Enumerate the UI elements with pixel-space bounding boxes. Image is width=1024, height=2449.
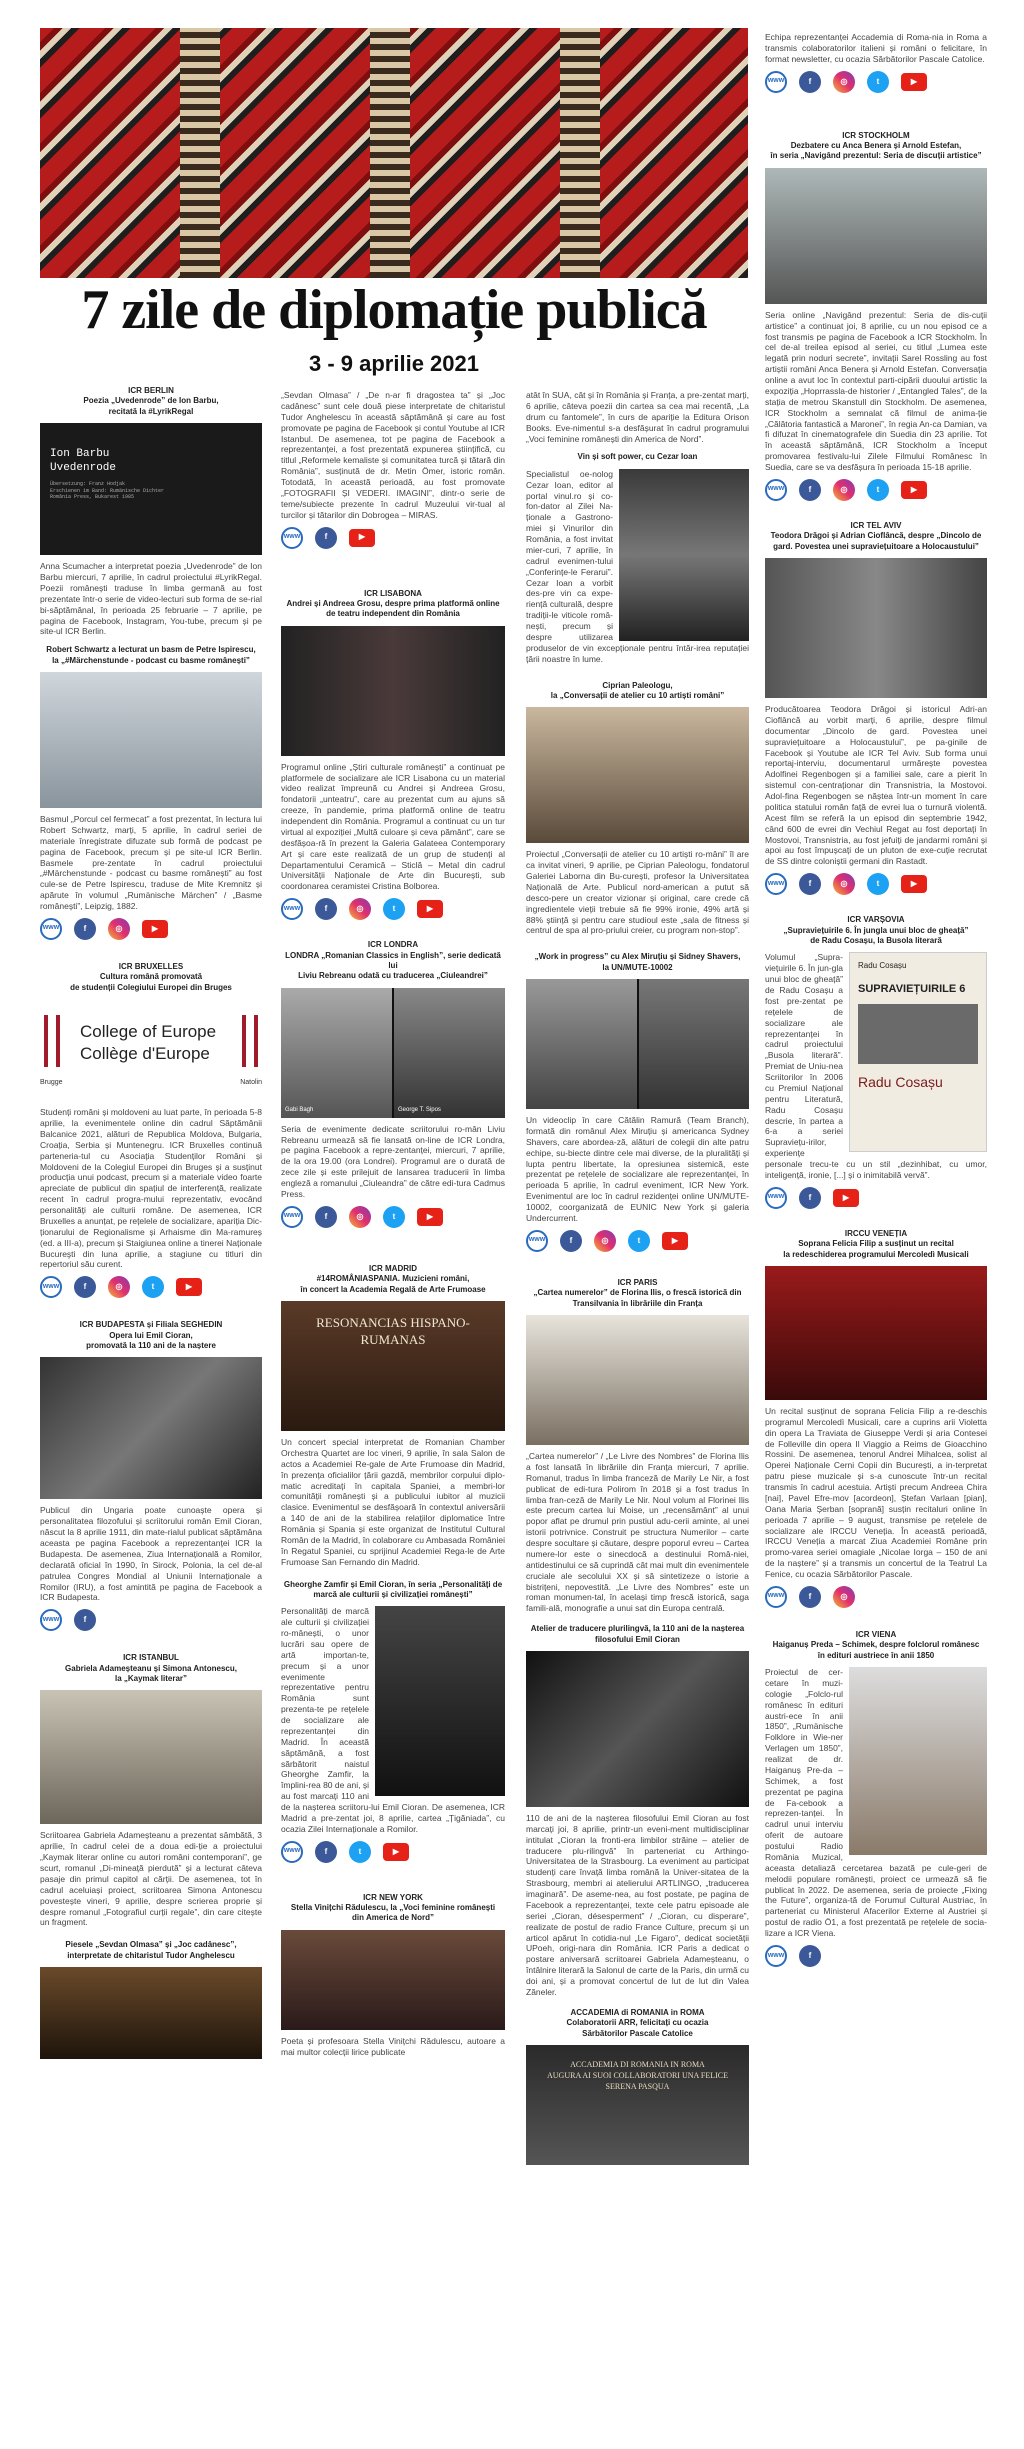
facebook-icon[interactable]: f (799, 1945, 821, 1967)
social-links (40, 918, 262, 940)
logo-emblem (242, 1015, 258, 1067)
preda-photo (849, 1667, 987, 1855)
twitter-icon[interactable]: t (867, 71, 889, 93)
youtube-icon[interactable]: ▶ (901, 875, 927, 893)
twitter-icon[interactable]: t (867, 479, 889, 501)
facebook-icon[interactable]: f (74, 918, 96, 940)
twitter-icon[interactable]: t (383, 1206, 405, 1228)
youtube-icon[interactable]: ▶ (662, 1232, 688, 1250)
instagram-icon[interactable]: ◎ (833, 479, 855, 501)
ilis-photo (526, 1315, 749, 1445)
www-icon[interactable]: www (765, 1586, 787, 1608)
facebook-icon[interactable]: f (799, 479, 821, 501)
instagram-icon[interactable]: ◎ (349, 898, 371, 920)
zamfir-photo (375, 1606, 505, 1796)
section-heading: ICR BERLIN Poezia „Uvedenrode” de Ion Barbu, recitată la #LyrikRegal (83, 386, 219, 416)
londra-video: Gabi Bagh George T. Sipos (281, 988, 505, 1118)
youtube-icon[interactable]: ▶ (901, 73, 927, 91)
twitter-icon[interactable]: t (349, 1841, 371, 1863)
guitarist-photo (40, 1967, 262, 2059)
logo-emblem (44, 1015, 60, 1067)
book-cover: Radu Cosașu SUPRAVIEȚUIRILE 6 Radu Cosașu (849, 952, 987, 1152)
instagram-icon[interactable]: ◎ (108, 1276, 130, 1298)
twitter-icon[interactable]: t (628, 1230, 650, 1252)
cioran-portrait (526, 1651, 749, 1807)
facebook-icon[interactable]: f (315, 1841, 337, 1863)
page-title: 7 zile de diplomație publică (81, 279, 707, 341)
banner-motif (560, 28, 600, 278)
istanbul-photo (40, 1690, 262, 1824)
youtube-icon[interactable]: ▶ (417, 1208, 443, 1226)
facebook-icon[interactable]: f (799, 71, 821, 93)
www-icon[interactable]: www (281, 1841, 303, 1863)
instagram-icon[interactable]: ◎ (833, 873, 855, 895)
berlin-image: Ion Barbu Uvedenrode Übersetzung: Franz Hodjak Erschienen im Band: Rumänische Dichter România Press, Bukarest 1985 (40, 423, 262, 555)
ny-photo (281, 1930, 505, 2030)
youtube-icon[interactable]: ▶ (901, 481, 927, 499)
banner-motif (180, 28, 220, 278)
www-icon[interactable]: www (40, 918, 62, 940)
www-icon[interactable]: www (765, 1187, 787, 1209)
column-4: Echipa reprezentanței Accademia di Roma-nia in Roma a transmis colaboratorilor italieni și români o felicitare, în format newsletter, cu ocazia Sărbătorilor Pascale Catolice. www f ◎ t ▶ ICR STOCKHOLM Dezbatere cu Anca Benera și Arnold Estefan, în seria „Navigând prezentul: Seria de discuții artistice” Seria online „Navigând prezentul: Seria de dis-cuții artistice” a continuat joi, 8 aprilie, cu un nou episod ce a fost transmis pe pagina de Facebook a ICR Stockholm. În cel de-al treilea episod al seriei, cu titlul „Lumea este legată prin noduri secrete”, invitații Sarel Rossling au fost artiștii români Anca Benera și Arnold Estefan. Conversația online a avut loc în contextul parti-cipării duoului artistic la expoziția „Hoprrassla-de historier / „Entangled Tales”, de la stația de metrou Skanstull din Stockholm. De asemenea, ICR Stockholm a semnalat că filmul de anima-ție „Călătoria fantastică a Maronei”, în regia An-ca Damian, va fi difuzat în cinematografele din Suedia din 23 aprilie. Tot în această săptămână, ICR Stockholm a început promovarea festivalu-lui Zilele Filmului Românesc în Suedia, care se va desfășura în perioada 15-18 aprilie. www f ◎ t ▶ ICR TEL AVIV Teodora Drăgoi și Adrian Cioflâncă, despre „Dincolo de gard. Povestea unei supraviețuitoare a Holocaustului” Producătoarea Teodora Drăgoi și istoricul Adri-an Cioflâncă au vorbit marți, 6 aprilie, despre filmul documentar „Dincolo de gard. Povestea unei supraviețuitoare a Holocaustului”, pe pa-ginile de Facebook și Youtube ale ICR Tel Aviv. Sub forma unui reportaj-interviu, documentarul urmărește povestea Adolfinei Regenbogen și a familiei sale, care a pierit în sistemul con-centraționar din Transnistria, la Mostovoi. Adol-fina Regenbogen se năștea într-un moment în care politica statului român față de evrei lua o turnură violentă. Acest film se referă la un episod din septembrie 1942, când 600 de evrei din Vechiul Regat au fost deportați în Mostovoi, Transnistria, au fost jefuiți de jandarmi români și apoi au fost împușcați de un pluton de exe-cuție recrutat de SS dintre coloniștii germani din Rastadt. www f ◎ t ▶ ICR VARȘOVIA „Supraviețuirile 6. În jungla unui bloc de gheață” de Radu Cosașu, la Busola literară Radu Cosașu SUPRAVIEȚUIRILE 6 Radu Cosașu Volumul „Supra-viețuirile 6. În jun-gla unui bloc de gheață” de Radu Cosașu a fost pre-zentat pe rețelele de socializare ale reprezentanței în cadrul proiectului „Busola literară”. Premiat de Uniu-nea Scriitorilor în 2006 cu Premiul Național pentru Literatură, Radu Cosașu descrie, în partea a 6-a a seriei Supraviețu-irilor, experiențe personale trecu-te cu un stil „dezinhibat, cu umor, inteligență, ironie, [...] și o inimitabilă vervă”. www f ▶ IRCCU VENEȚIA Soprana Felicia Filip a susținut un recital la redeschiderea programului Mercoledì Musicali Un recital susținut de soprana Felicia Filip a re-deschis programul Mercoledì Musicali, care a cuprins arii Violetta din opera La Traviata de Giuseppe Verdi și aria Contesei de Folleville din opera Il Viaggio a Reims de Gioacchino Rossini. De asemenea, tenorul Andrei Mihalcea, solist al Operei Naționale Cerni Copii din București, a in-terpretat patru piese muzicale și s-a cunoscute într-un recital transmis în cadrul acestuia. Artiști precum Andreea Chira [nai], Pavel Efre-mov [acordeon], Ștefan Varlaan [pian], Oana Maria Șerban [soprană] susțin recitaluri online în perioada 7 aprilie – 9 august, transmise pe rețelele de socializare ale IRCCU Veneția. În această perioadă, IRCCU Veneția a marcat Ziua Academiei Române prin promo-varea seriei omagiale „Nicolae Iorga – 150 de ani de la naștere” și a transmis un concertul de la Teatrul La Fenice, cu ocazia Sărbătorilor Pascale. www f ◎ ICR VIENA Haiganuș Preda – Schimek, despre folclorul românesc în edituri austriece în anii 1850 Proiectul de cer-cetare în muzi-cologie „Folclo-rul românesc în edituri austri-ece în anii 1850”, „Rumänische Folklore in Wie-ner Verlagen um 1850”, realizat de dr. Haiganuș Pre-da – Schimek, a fost prezentat pe pagina de Fa-cebook a reprezen-tanței. În cadrul unui interviu oferit de autoare postului Radio România Muzical, aceasta detaliază cercetarea bazată pe cule-geri de melodii populare românești, proiect ce urmează să fie publicat în 2022. De asemenea, seria de proiecte „Fixing the Future”, organiza-tă de Forumul Cultural Austriac, în parteneriat cu Ministerul Afacerilor Externe al Austriei și postul de radio Ö1, a fost prezentată pe rețelele de socia-lizare a ICR Viena. www f (765, 32, 987, 2438)
page-dates: 3 - 9 aprilie 2021 (309, 351, 479, 376)
www-icon[interactable]: www (40, 1609, 62, 1631)
ciprian-photo (526, 707, 749, 843)
roma-card: ACCADEMIA DI ROMANIA IN ROMA AUGURA AI SUOI COLLABORATORI UNA FELICE SERENA PASQUA (526, 2045, 749, 2165)
www-icon[interactable]: www (526, 1230, 548, 1252)
www-icon[interactable]: www (765, 1945, 787, 1967)
instagram-icon[interactable]: ◎ (349, 1206, 371, 1228)
twitter-icon[interactable]: t (867, 873, 889, 895)
madrid-poster: RESONANCIAS HISPANO-RUMANAS (281, 1301, 505, 1431)
twitter-icon[interactable]: t (383, 898, 405, 920)
youtube-icon[interactable]: ▶ (176, 1278, 202, 1296)
www-icon[interactable]: www (765, 873, 787, 895)
facebook-icon[interactable]: f (74, 1276, 96, 1298)
filip-photo (765, 1266, 987, 1400)
schwartz-photo (40, 672, 262, 808)
facebook-icon[interactable]: f (560, 1230, 582, 1252)
www-icon[interactable]: www (40, 1276, 62, 1298)
cioran-photo (40, 1357, 262, 1499)
instagram-icon[interactable]: ◎ (594, 1230, 616, 1252)
www-icon[interactable]: www (765, 479, 787, 501)
banner-motif (370, 28, 410, 278)
www-icon[interactable]: www (765, 71, 787, 93)
header-banner (40, 28, 748, 278)
stockholm-photo (765, 168, 987, 304)
cezar-photo (619, 469, 749, 641)
youtube-icon[interactable]: ▶ (349, 529, 375, 547)
facebook-icon[interactable]: f (799, 1586, 821, 1608)
column-1: ICR BERLIN Poezia „Uvedenrode” de Ion Barbu, recitată la #LyrikRegal Ion Barbu Uvedenrode Übersetzung: Franz Hodjak Erschienen im Band: Rumänische Dichter România Press, Bukarest 1985 Anna Scumacher a interpretat poezia „Uvedenrode” de Ion Barbu miercuri, 7 aprilie, în cadrul proiectului #LyrikRegal. Poezii românești traduse în limba germană au fost prezentate într-o serie de video-lecturi sub forma de se-rial bi-săptămânal, în perioada 25 februarie – 7 aprilie, pe pagina de Facebook, Instagram, You-tube, precum și pe site-ul ICR Berlin. Robert Schwartz a lecturat un basm de Petre Ispirescu, la „#Märchenstunde - podcast cu basme românești” Basmul „Porcul cel fermecat” a fost prezentat, în lectura lui Robert Schwartz, marți, 5 aprilie, în cadrul seriei de materiale înregistrate difuzate sub formă de podcast pe pagina de Facebook, precum și pe site-ul ICR Berlin. Basmele pre-zentate în cadrul proiectului „#Märchenstunde - podcast cu basme românești” au fost cule-se de Petre Ispirescu, traduse de Mite Kremnitz și apărute în volumul „Rumänische Märchen” / „Basme românești”, Leipzig, 1882. www f ◎ ▶ ICR BRUXELLES Cultura română promovată de studenții Colegiului Europei din Bruges College of Europe Collège d'Europe Brugge Natolin Studenți români și moldoveni au luat parte, în perioada 5-8 aprilie, la evenimentele online din cadrul Săptămânii Balcanice 2021, alături de Republica Moldova, Bulgaria, Croația, Serbia și Muntenegru. ICR Bruxelles continuă parteneria-tul cu Asociația Studenților Români și Moldoveni de la Colegiul Europei din Bruges și a susținut producția unui podcast, precum și a materiale video foarte apreciate de publicul din spațiul de interferență, realizate recent în cadrul progra-mului reprezentativ, evocând personalități ale culturii române. De asemenea, ICR Bruxelles a anunțat, pe rețelele de socializare, apariția Dic-ționarului de Regionalisme și Arhaisme din Ma-ramureș (ed. a III-a), precum și Staigiunea online a tinerei Naționale Bucureşti din luna aprilie, a stagiune cu titluri din repertoriul său curent. www f ◎ t ▶ ICR BUDAPESTA și Filiala SEGHEDIN Opera lui Emil Cioran, promovată la 110 ani de la naștere Publicul din Ungaria poate cunoaște opera și personalitatea filozofului și scriitorului român Emil Cioran, născut la 8 aprilie 1911, din mate-rialul publicat săptămâna aceasta pe pagina Facebook a reprezentanței ICR la Budapesta. De asemenea, Ziua Internațională a Romilor, declarată oficial în 1990, în Sirock, Polonia, la cel de-al patrulea Congres Mondial al Uniunii Internaționale a Romilor (IRU), a fost amintită pe pagina de Facebook a ICR Budapesta. www f ICR ISTANBUL Gabriela Adameșteanu și Simona Antonescu, la „Kaymak literar” Scriitoarea Gabriela Adameșteanu a prezentat sâmbătă, 3 aprilie, în cadrul celei de a doua edi-ție a proiectului „Kaymak literar online cu autori români contemporani”, ge scurt, romanul „Di-mineață pierdută” și a lecturat câteva pasaje din primul capitol al cărții. De asemenea, tot în cadrul aceluiași proiect, scriitoarea Simona Antonescu povestește vineri, 9 aprilie, despre scrierea proprie și despre romanul „Fotografiul curții regale”, din care citește un fragment. Piesele „Sevdan Olmasa” și „Joc cadânesc”, interpretate de chitaristul Tudor Anghelescu (40, 378, 262, 2438)
facebook-icon[interactable]: f (315, 898, 337, 920)
facebook-icon[interactable]: f (74, 1609, 96, 1631)
book-cover-art (858, 1004, 978, 1064)
instagram-icon[interactable]: ◎ (833, 1586, 855, 1608)
wip-video (526, 979, 749, 1109)
facebook-icon[interactable]: f (315, 1206, 337, 1228)
telaviv-video (765, 558, 987, 698)
facebook-icon[interactable]: f (799, 873, 821, 895)
instagram-icon[interactable]: ◎ (833, 71, 855, 93)
www-icon[interactable]: www (281, 1206, 303, 1228)
youtube-icon[interactable]: ▶ (142, 920, 168, 938)
twitter-icon[interactable]: t (142, 1276, 164, 1298)
instagram-icon[interactable]: ◎ (108, 918, 130, 940)
youtube-icon[interactable]: ▶ (383, 1843, 409, 1861)
www-icon[interactable]: www (281, 898, 303, 920)
www-icon[interactable]: www (281, 527, 303, 549)
column-3: atât în SUA, cât și în România și Franța, a pre-zentat marți, 6 aprilie, câteva poezii din cartea sa cea mai recentă, „La drum cu fantomele”, în curs de apariție la Editura Orison Books. Eve-nimentul s-a desfășurat în cadrul programului „Voci feminine românești din America de Nord”. Vin și soft power, cu Cezar Ioan Specialistul oe-nolog Cezar Ioan, editor al portal vinul.ro și co-fon-dator al Zilei Na-ționale a Gastrono-miei și Vinurilor din România, a fost invitat mier-curi, 7 aprilie, în cadrul evenimen-tului „Conferințe-le Ferarui”. Cezar Ioan a vorbit des-pre vin ca expe-riență culturală, despre tradiții-le viticole româ-nești, precum și despre utilizarea produselor de vin excepționale pentru întăr-irea reputației țării noastre în lume. Ciprian Paleologu, la „Conversații de atelier cu 10 artiști români” Proiectul „Conversații de atelier cu 10 artiști ro-mâni” îl are ca invitat vineri, 9 aprilie, pe Ciprian Paleologu, fondatorul Galeriei Laborna din Bu-curești, profesor la Universitatea Națională de Arte. Publicul nord-american a putut să desco-pere un creator vizionar și original, care crede că ingredientele vieții trebuie să fie 99% ironie, 49% artă și 88% știință și pentru care studioul este „sala de fitness și centrul de spa al pro-priului creier, cu program non-stop”. „Work in progress” cu Alex Miruțiu și Sidney Shavers, la UN/MUTE-10002 Un videoclip în care Cătălin Ramură (Team Branch), formată din românul Alex Miruțiu și americanca Sydney Shavers, care abordea-ză, alături de colegii din alte patru echipe, su-biecte dintre cele mai diverse, de la pluralități și lupta pentru libertate, la opresiunea sistemică, este prezentat pe rețelele de socializare ale reprezentanței, în perioada 5 aprilie, în cadrul eveniment, ICR New York. Evenimentul are loc în cadrul rezidenței online UN/MUTE-10002, coorganizată de EUNIC New York și galeria Undercurrent. www f ◎ t ▶ ICR PARIS „Cartea numerelor” de Florina Ilis, o frescă istorică din Transilvania în librăriile din Franța „Cartea numerelor” / „Le Livre des Nombres” de Florina Ilis a fost lansată în librăriile din Franța miercuri, 7 aprilie. Romanul, tradus în limba franceză de Marily Le Nir, a fost publicat de edi-tura Polirom în 2018 și a fost tradus în limba fran-ceză de Marily Le Nir. Noul volum al Florinei Ilis este precum cartea lui Moise, un „recensământ” al unui popor aflat pe drumul prin pustiul adu-cerii aminte, al unei istorii potrivnice. Construit pe structura Numerilor – carte despre socultare și căutare, despre poporul evreu – Cartea numere-lor este o sinecdocă a destinului Româ-niei, antidestinului ce să cuprindă cât mai mult din evenimentele cruciale ale secolului XX și să sintetizeze o istorie a bistrițeni, nepovestită. „Le Livre des Nombres” este un roman monumen-tal, în același timp frescă istorică, saga famili-ală, monografie a unui sat din Europa centrală. Atelier de traducere plurilingvă, la 110 ani de la nașterea filosofului Emil Cioran 110 de ani de la nașterea filosofului Emil Cioran au fost marcați joi, 8 aprilie, printr-un eveni-ment multidisciplinar intitulat „Cioran la fronti-era limbilor străine – atelier de traducere plu-rilingvă” în parteneriat cu Arthingo-Universitatea de la Strasbourg. La eveniment au participat studenți care învață limba română la Univer-sitatea de la Strasbourg, membri ai atelierului ARTLINGO, „traducerea imaginară”. De aseme-nea, au fost postate, pe pagina de Facebook a reprezentanței, texte cele patru episoade ale seriei „Cioran, désesperment” / „Cioran, cu disperare”, realizate de postul de radio France Culture, precum și un articol apărut în cotidia-nul „Le Figaro”, dedicat societății UPoeh, origi-nara din România. ICR Paris a dedicat o postare aniversară scriitoarei Gabriela Adameșteanu, o întâlnire literară la Salonul de carte de la Paris, din urmă cu doi ani, și a promovat concertul de lut de lut din Valea Zăneler. ACCADEMIA di ROMANIA in ROMA Colaboratorii ARR, felicitați cu ocazia Sărbătorilor Pascale Catolice ACCADEMIA DI ROMANIA IN ROMA AUGURA AI SUOI COLLABORATORI UNA FELICE SERENA PASQUA (526, 378, 749, 2438)
grosu-photo (281, 626, 505, 756)
facebook-icon[interactable]: f (315, 527, 337, 549)
youtube-icon[interactable]: ▶ (417, 900, 443, 918)
column-2: „Sevdan Olmasa” / „De n-ar fi dragostea ta” și „Joc cadânesc” sunt cele două piese interpretate de chitaristul Tudor Anghelescu în această săptămână și care au fost promovate pe pagina de Facebook și contul Youtube al ICR Istanbul. De asemenea, tot pe pagina de Facebook a reprezentanței, a fost prezentată expunerea științifică, cu titlul „Reformele kemaliste și comunitatea turcă și tătară din România”, susținută de dr. Metin Ömer, istoric român. Totodată, în această perioadă, au fost promovate „FOTOGRAFII ȘI VEDERI. IMAGINI”, dintr-o serie de teme/subiecte prezente în cadrul Muzeului vir-tual al turcilor și tătarilor din Dobrogea – MIRAS. www f ▶ ICR LISABONA Andrei și Andreea Grosu, despre prima platformă online de teatru independent din România Programul online „Știri culturale românești” a continuat pe platformele de socializare ale ICR Lisabona cu un material video realizat împreună cu Andrei și Andreea Grosu, fondatorii „unteatru”, care au prezentat cum au ajuns să creeze, în pandemie, prima platformă online de teatru independent din România. Programul a continuat cu un tur virtual al expoziției „Multă culoare și ceva pământ”, care se desfășoa-ră în prezent la Galeria Galateea Contemporary Art și care este realizată de un grup de studenți al Departamentului Ceramică – Sticlă – Metal din cadrul Universității Naționale de Arte din București, sub coordonarea ceramistei Cristina Bolborea. www f ◎ t ▶ ICR LONDRA LONDRA „Romanian Classics in English”, serie dedicată lui Liviu Rebreanu odată cu traducerea „Ciuleandrei” Gabi Bagh George T. Sipos Seria de evenimente dedicate scriitorului ro-mân Liviu Rebreanu urmează să fie lansată on-line de ICR Londra, pe pagina Facebook a repre-zentanței, miercuri, 7 aprilie, de la ora 19.00 (ora Londrei). Programul are o durată de zece zile și este prilejuit de lansarea traducerii în limba engleză a romanului „Ciuleandra” de către edi-tura Cadmus Press. www f ◎ t ▶ ICR MADRID #14ROMÂNIASPANIA. Muzicieni români, în concert la Academia Regală de Arte Frumoase RESONANCIAS HISPANO-RUMANAS Un concert special interpretat de Romanian Chamber Orchestra Quartet are loc vineri, 9 aprilie, în sala Salon de actos a Academiei Re-gale de Arte Frumoase din Madrid, în prezența oficialilor țării gazdă, membrilor corpului diplo-matic acreditați în capitala Spaniei, a membri-lor comunității românești și a publicului iubitor al muzicii clasice. Evenimentul se desfășoară în contextul aniversării a 140 de ani de la stabilirea relațiilor diplomatice între România și Spania și este organizat de Institutul Cultural Român de la Madrid, în colaborare cu Ambasada României în Regatul Spaniei, cu sprijinul Academiei Rega-le de Arte Frumoase San Fernando din Madrid. Gheorghe Zamfir și Emil Cioran, în seria „Personalități de marcă ale culturii și civilizației românești” Personalități de marcă ale culturii și civilizației ro-mânești, o unor lucrări sau opere de artă importan-te, precum și a unor evenimente reprezentative pentru România sunt prezenta-te pe rețelele de socializare ale reprezentanței din Madrid. În această săptămână, a fost sărbătorit naistul Gheorghe Zamfir, la împlini-rea 80 de ani, și au fost marcați 110 ani de la nașterea scriitoru-lui Emil Cioran. De asemenea, ICR Madrid a pre-zentat joi, 8 aprilie, cartea „Țigăniada”, cu ocazia Zilei Internaționale a Romilor. www f t ▶ ICR NEW YORK Stella Vinițchi Rădulescu, la „Voci feminine românești din America de Nord” Poeta și profesoara Stella Vinițchi Rădulescu, autoare a mai multor colecții lirice publicate (281, 390, 505, 2057)
youtube-icon[interactable]: ▶ (833, 1189, 859, 1207)
facebook-icon[interactable]: f (799, 1187, 821, 1209)
college-europe-logo: College of Europe Collège d'Europe Brugge Natolin (40, 1007, 262, 1097)
